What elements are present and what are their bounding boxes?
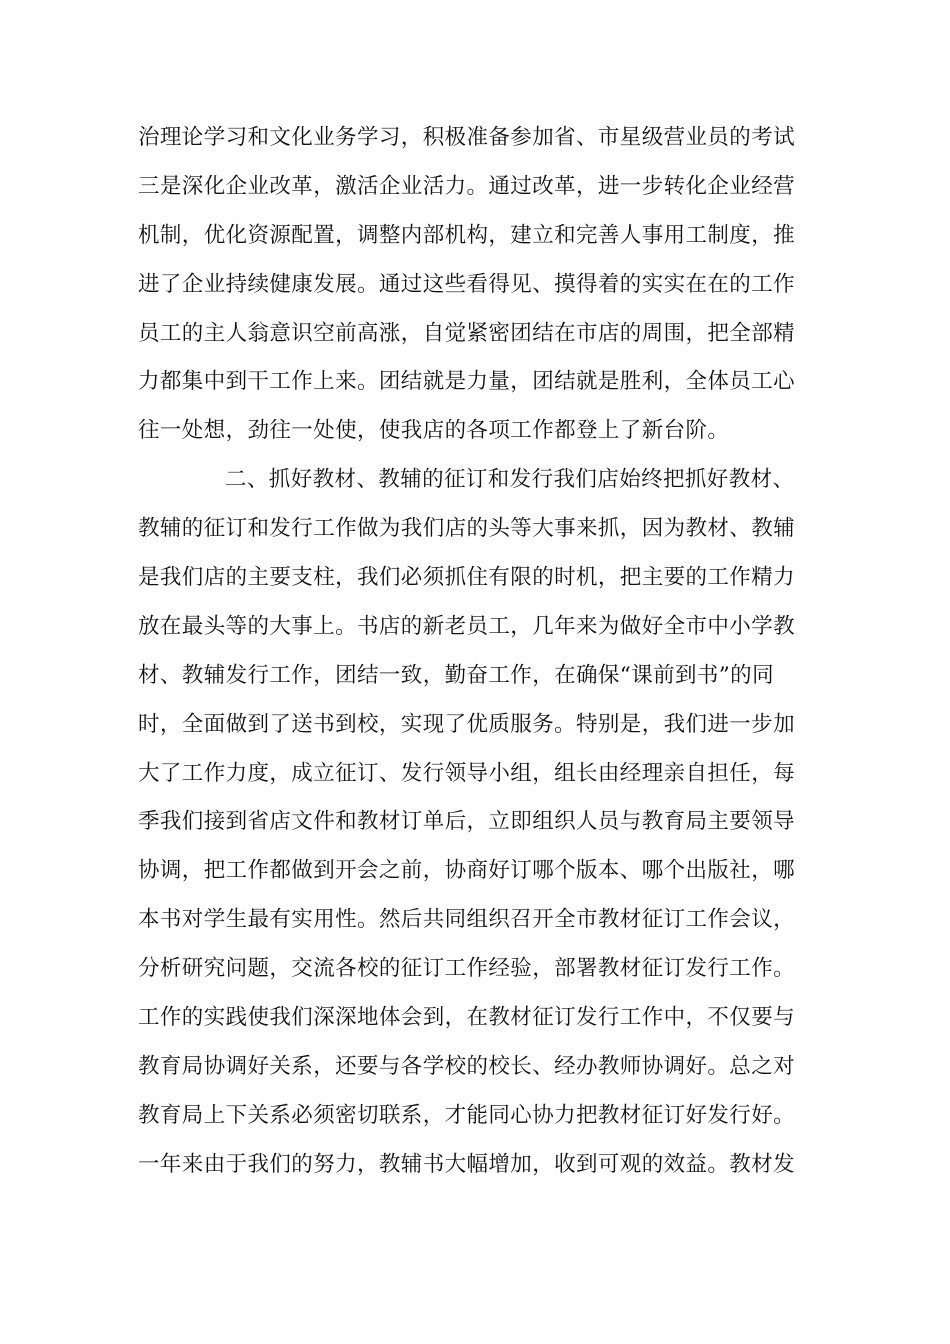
text-line: 教育局上下关系必须密切联系，才能同心协力把教材征订好发行好。 <box>138 1102 796 1128</box>
text-line: 本书对学生最有实用性。然后共同组织召开全市教材征订工作会议， <box>138 907 796 933</box>
text-line: 教育局协调好关系，还要与各学校的校长、经办教师协调好。总之对 <box>138 1053 796 1079</box>
text-line: 工作的实践使我们深深地体会到，在教材征订发行工作中，不仅要与 <box>138 1005 796 1031</box>
text-line: 三是深化企业改革，激活企业活力。通过改革，进一步转化企业经营 <box>138 173 796 199</box>
body-text <box>138 114 838 1190</box>
text-line: 放在最头等的大事上。书店的新老员工，几年来为做好全市中小学教 <box>138 613 796 639</box>
section-heading-line: 二、抓好教材、教辅的征订和发行我们店始终把抓好教材、 <box>225 467 795 493</box>
text-line: 是我们店的主要支柱，我们必须抓住有限的时机，把主要的工作精力 <box>138 565 796 591</box>
text-line: 时，全面做到了送书到校，实现了优质服务。特别是，我们进一步加 <box>138 711 796 737</box>
text-line: 大了工作力度，成立征订、发行领导小组，组长由经理亲自担任，每 <box>138 760 796 786</box>
text-line: 往一处想，劲往一处使，使我店的各项工作都登上了新台阶。 <box>138 418 730 444</box>
text-line: 进了企业持续健康发展。通过这些看得见、摸得着的实实在在的工作 <box>138 271 796 297</box>
text-line: 治理论学习和文化业务学习，积极准备参加省、市星级营业员的考试 <box>138 125 796 150</box>
text-line: 力都集中到干工作上来。团结就是力量，团结就是胜利，全体员工心 <box>138 369 796 395</box>
text-line: 教辅的征订和发行工作做为我们店的头等大事来抓，因为教材、教辅 <box>138 516 796 542</box>
text-line: 一年来由于我们的努力，教辅书大幅增加，收到可观的效益。教材发 <box>138 1151 796 1177</box>
text-line: 材、教辅发行工作，团结一致，勤奋工作，在确保“课前到书”的同 <box>138 662 774 688</box>
text-line: 员工的主人翁意识空前高涨，自觉紧密团结在市店的周围，把全部精 <box>138 320 796 346</box>
text-line: 协调，把工作都做到开会之前，协商好订哪个版本、哪个出版社，哪 <box>138 858 796 884</box>
text-line: 机制，优化资源配置，调整内部机构，建立和完善人事用工制度，推 <box>138 222 796 248</box>
text-line: 分析研究问题，交流各校的征订工作经验，部署教材征订发行工作。 <box>138 956 796 982</box>
text-line: 季我们接到省店文件和教材订单后，立即组织人员与教育局主要领导 <box>138 809 796 835</box>
